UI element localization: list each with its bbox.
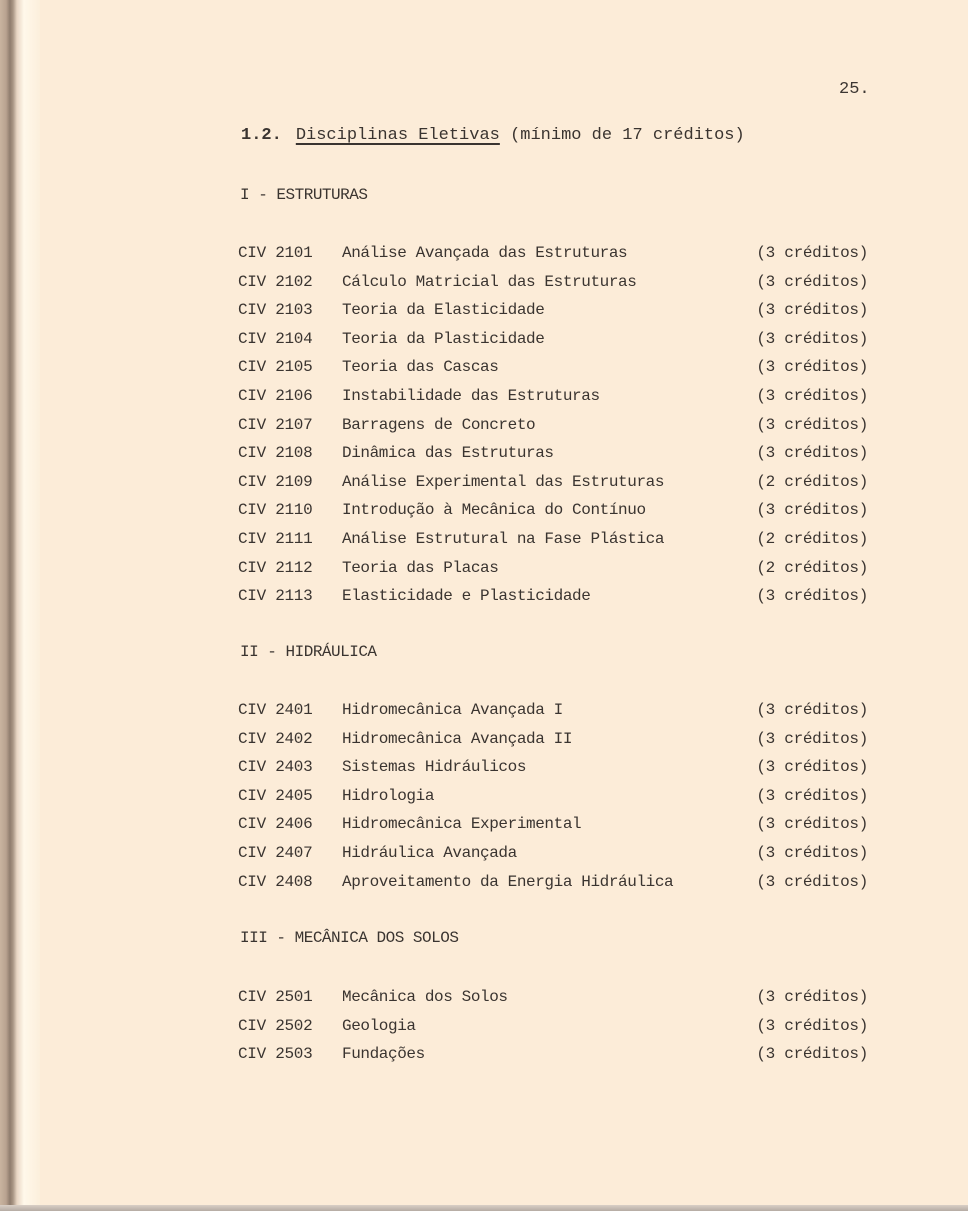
course-row: [238, 273, 868, 297]
course-name: Hidráulica Avançada: [342, 844, 517, 862]
course-credits: (3 créditos): [756, 387, 868, 405]
course-row: [238, 387, 868, 411]
course-code: CIV 2111: [238, 530, 313, 548]
course-credits: (3 créditos): [756, 872, 868, 891]
course-row: [238, 1045, 868, 1069]
course-code: CIV 2401: [238, 701, 313, 719]
course-code: CIV 2104: [238, 329, 313, 348]
course-code: CIV 2501: [238, 988, 313, 1006]
course-row: [238, 530, 868, 554]
course-code: CIV 2105: [238, 358, 313, 377]
course-name: Hidromecânica Avançada I: [342, 701, 563, 719]
course-name: Sistemas Hidráulicos: [342, 758, 527, 777]
course-row: [238, 787, 868, 811]
heading-note: (mínimo de 17 créditos): [510, 126, 745, 145]
course-credits: (3 créditos): [756, 358, 868, 377]
course-name: Instabilidade das Estruturas: [342, 387, 600, 405]
course-code: CIV 2109: [238, 472, 313, 491]
course-row: [238, 1017, 868, 1041]
course-code: CIV 2406: [238, 815, 313, 834]
course-name: Aproveitamento da Energia Hidráulica: [342, 872, 674, 891]
section-title: III - MECÂNICA DOS SOLOS: [240, 929, 459, 947]
course-name: Teoria das Placas: [342, 558, 499, 577]
course-row: [238, 730, 868, 754]
course-credits: (3 créditos): [756, 329, 868, 348]
course-code: CIV 2403: [238, 758, 313, 777]
course-name: Teoria da Plasticidade: [342, 329, 545, 348]
course-name: Teoria das Cascas: [342, 358, 499, 377]
course-row: [238, 501, 868, 525]
course-row: [238, 844, 868, 868]
course-credits: (3 créditos): [756, 758, 868, 777]
course-credits: (2 créditos): [756, 472, 868, 491]
heading-number: 1.2.: [241, 126, 282, 145]
course-credits: (3 créditos): [756, 244, 868, 262]
course-code: CIV 2503: [238, 1045, 313, 1064]
course-credits: (2 créditos): [756, 530, 868, 548]
course-row: [238, 416, 868, 440]
course-row: [238, 330, 868, 354]
course-credits: (3 créditos): [756, 301, 868, 320]
course-name: Dinâmica das Estruturas: [342, 444, 554, 463]
course-credits: (3 créditos): [756, 444, 868, 463]
course-code: CIV 2102: [238, 272, 313, 291]
course-name: Cálculo Matricial das Estruturas: [342, 272, 637, 291]
course-row: [238, 559, 868, 583]
course-row: [238, 873, 868, 897]
course-name: Mecânica dos Solos: [342, 988, 508, 1006]
course-credits: (2 créditos): [756, 558, 868, 577]
course-code: CIV 2407: [238, 844, 313, 862]
course-name: Geologia: [342, 1016, 416, 1035]
course-name: Teoria da Elasticidade: [342, 301, 545, 320]
course-code: CIV 2108: [238, 444, 313, 463]
course-code: CIV 2113: [238, 587, 313, 606]
course-credits: (3 créditos): [756, 1045, 868, 1064]
course-row: [238, 988, 868, 1012]
course-credits: (3 créditos): [756, 1016, 868, 1035]
course-row: [238, 301, 868, 325]
course-row: [238, 815, 868, 839]
course-row: [238, 444, 868, 468]
course-credits: (3 créditos): [756, 272, 868, 291]
course-code: CIV 2405: [238, 786, 313, 805]
course-code: CIV 2408: [238, 872, 313, 891]
course-credits: (3 créditos): [756, 587, 868, 606]
course-credits: (3 créditos): [756, 501, 868, 520]
course-row: [238, 587, 868, 611]
page-bottom-edge: [0, 1205, 968, 1211]
course-code: CIV 2402: [238, 729, 313, 748]
course-row: [238, 473, 868, 497]
course-credits: (3 créditos): [756, 844, 868, 862]
course-row: [238, 701, 868, 725]
course-name: Hidromecânica Avançada II: [342, 729, 573, 748]
section-heading: [241, 126, 745, 145]
course-credits: (3 créditos): [756, 415, 868, 434]
course-name: Análise Experimental das Estruturas: [342, 472, 665, 491]
course-name: Introdução à Mecânica do Contínuo: [342, 501, 646, 520]
course-code: CIV 2101: [238, 244, 313, 262]
course-row: [238, 758, 868, 782]
course-name: Análise Avançada das Estruturas: [342, 244, 628, 262]
section-title: I - ESTRUTURAS: [240, 186, 368, 204]
page-number: 25.: [839, 80, 870, 99]
course-credits: (3 créditos): [756, 701, 868, 719]
course-row: [238, 358, 868, 382]
course-code: CIV 2106: [238, 387, 313, 405]
course-code: CIV 2502: [238, 1016, 313, 1035]
course-name: Hidromecânica Experimental: [342, 815, 582, 834]
heading-title: Disciplinas Eletivas: [295, 126, 500, 145]
course-credits: (3 créditos): [756, 786, 868, 805]
course-code: CIV 2103: [238, 301, 313, 320]
course-code: CIV 2112: [238, 558, 313, 577]
course-credits: (3 créditos): [756, 988, 868, 1006]
book-binding-shadow: [0, 0, 40, 1205]
course-credits: (3 créditos): [756, 815, 868, 834]
course-name: Barragens de Concreto: [342, 415, 536, 434]
course-name: Hidrologia: [342, 786, 435, 805]
section-title: II - HIDRÁULICA: [240, 643, 377, 661]
course-code: CIV 2110: [238, 501, 313, 520]
course-credits: (3 créditos): [756, 729, 868, 748]
course-row: [238, 244, 868, 268]
course-code: CIV 2107: [238, 415, 313, 434]
course-name: Análise Estrutural na Fase Plástica: [342, 530, 665, 548]
course-name: Fundações: [342, 1045, 425, 1064]
course-name: Elasticidade e Plasticidade: [342, 587, 591, 606]
